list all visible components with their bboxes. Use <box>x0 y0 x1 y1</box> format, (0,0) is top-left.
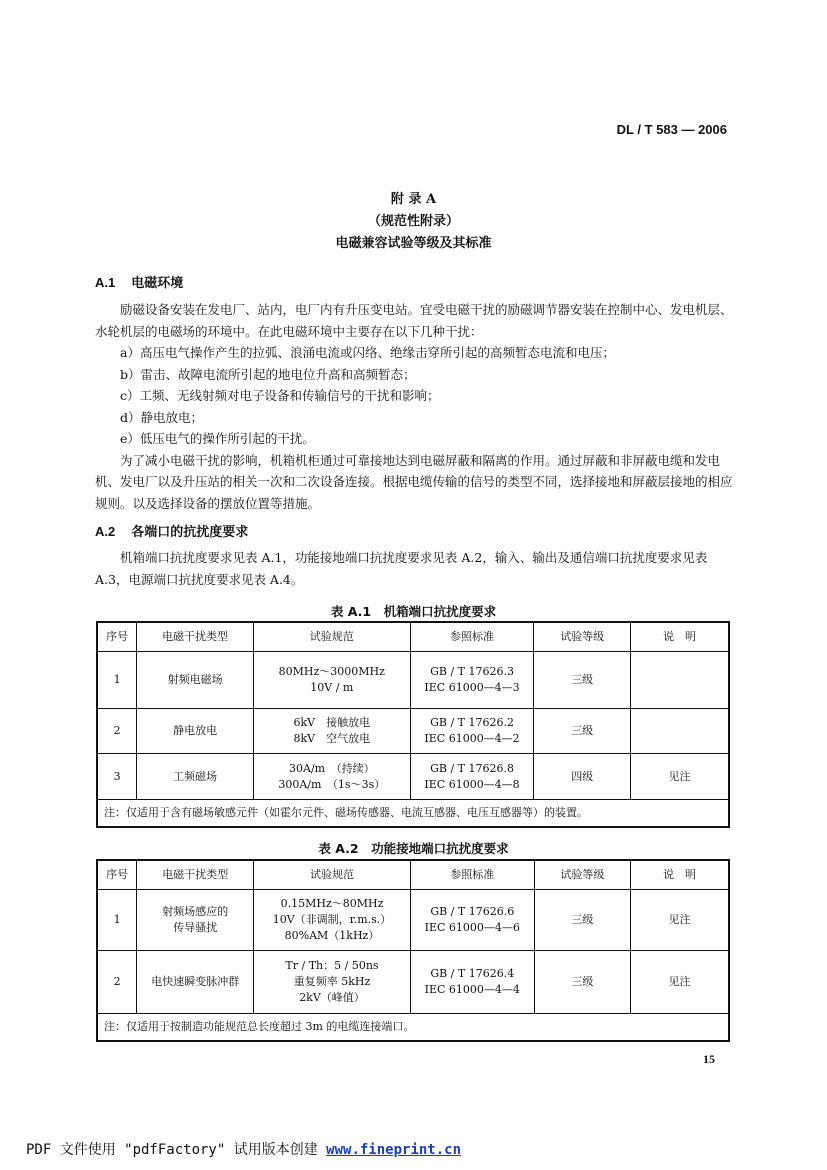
column-header: 参照标准 <box>410 860 534 890</box>
paragraph: 励磁设备安装在发电厂、站内，电厂内有升压变电站。宜受电磁干扰的励磁调节器安装在控制中心、发电机层、水轮机层的电磁场的环境中。在此电磁环境中主要存在以下几种干扰： <box>95 302 733 339</box>
list-item: b）雷击、故障电流所引起的地电位升高和高频暂态； <box>120 366 416 382</box>
table-a1 <box>96 621 730 828</box>
section-title: 电磁环境 <box>131 276 184 291</box>
section-a2-heading <box>95 521 248 540</box>
appendix-title: 附 录 A <box>390 192 437 207</box>
interference-type: 电快速瞬变脉冲群 <box>137 951 254 1014</box>
table-a2 <box>96 859 730 1042</box>
row-number: 1 <box>97 890 137 951</box>
column-header: 说 明 <box>630 622 729 652</box>
list-item: e）低压电气的操作所引起的干扰。 <box>120 431 315 446</box>
standard-code: DL / T 583 — 2006 <box>616 122 727 137</box>
row-number: 3 <box>97 754 137 800</box>
column-header: 电磁干扰类型 <box>137 622 254 652</box>
footer-link[interactable]: www.fineprint.cn <box>326 1142 462 1158</box>
section-a1-heading <box>95 272 183 291</box>
footer-text: PDF 文件使用 "pdfFactory" 试用版本创建 <box>26 1142 327 1158</box>
page-number: 15 <box>703 1052 715 1066</box>
column-header: 试验规范 <box>254 860 411 890</box>
table-header-row <box>97 860 729 890</box>
table-footnote-row <box>97 800 729 827</box>
interference-type: 工频磁场 <box>137 754 254 800</box>
test-spec: 0.15MHz～80MHz 10V（非调制，r.m.s.） 80%AM（1kHz） <box>254 890 411 951</box>
list-item: c）工频、无线射频对电子设备和传输信号的干扰和影响； <box>120 388 440 403</box>
reference-standard: GB / T 17626.6 IEC 61000—4—6 <box>410 890 534 951</box>
table-row <box>97 754 729 800</box>
column-header: 试验等级 <box>534 860 630 890</box>
test-spec: Tr / Th：5 / 50ns 重复频率 5kHz 2kV（峰值） <box>254 951 411 1014</box>
table-a2-caption: 表 A.2 功能接地端口抗扰度要求 <box>318 841 509 856</box>
section-title: 各端口的抗扰度要求 <box>131 525 249 540</box>
test-spec: 30A/m （持续） 300A/m （1s～3s） <box>253 754 410 800</box>
reference-standard: GB / T 17626.4 IEC 61000—4—4 <box>410 951 534 1014</box>
column-header: 说 明 <box>631 860 729 890</box>
table-row <box>97 709 729 754</box>
table-row <box>97 951 729 1014</box>
reference-standard: GB / T 17626.2 IEC 61000—4—2 <box>410 709 534 754</box>
section-number: A.2 <box>95 524 116 539</box>
test-level: 三级 <box>534 890 630 951</box>
section-a1-body <box>95 299 735 514</box>
reference-standard: GB / T 17626.3 IEC 61000—4—3 <box>410 652 534 709</box>
column-header: 序号 <box>97 860 137 890</box>
table-footnote: 注：仅适用于按制造功能规范总长度超过 3m 的电缆连接端口。 <box>97 1014 729 1041</box>
test-level: 三级 <box>534 951 630 1014</box>
table-row <box>97 890 729 951</box>
remark: 见注 <box>631 890 729 951</box>
reference-standard: GB / T 17626.8 IEC 61000—4—8 <box>410 754 534 800</box>
test-spec: 80MHz～3000MHz 10V / m <box>253 652 410 709</box>
test-level: 三级 <box>534 652 630 709</box>
table-a1-caption: 表 A.1 机箱端口抗扰度要求 <box>330 604 497 619</box>
test-level: 四级 <box>534 754 630 800</box>
column-header: 试验规范 <box>253 622 410 652</box>
column-header: 试验等级 <box>534 622 630 652</box>
remark <box>630 652 729 709</box>
paragraph: 为了减小电磁干扰的影响，机箱机柜通过可靠接地达到电磁屏蔽和隔离的作用。通过屏蔽和非屏蔽电缆和发电机、发电厂以及升压站的相关一次和二次设备连接。根据电缆传输的信号的类型不同，选择接地和屏蔽层接地的相应规则。以及选择设备的摆放位置等措施。 <box>95 452 733 511</box>
row-number: 2 <box>97 951 137 1014</box>
pdf-footer <box>26 1139 461 1159</box>
table-footnote-row <box>97 1014 729 1041</box>
test-spec: 6kV 接触放电 8kV 空气放电 <box>253 709 410 754</box>
appendix-subtitle: （规范性附录） <box>367 214 459 229</box>
interference-type: 射频电磁场 <box>137 652 254 709</box>
table-row <box>97 652 729 709</box>
row-number: 2 <box>97 709 137 754</box>
remark: 见注 <box>630 754 729 800</box>
interference-type: 射频场感应的 传导骚扰 <box>137 890 254 951</box>
interference-type: 静电放电 <box>137 709 254 754</box>
paragraph: 机箱端口抗扰度要求见表 A.1，功能接地端口抗扰度要求见表 A.2，输入、输出及通信端口抗扰度要求见表 A.3，电源端口抗扰度要求见表 A.4。 <box>95 550 708 587</box>
section-a2-body <box>95 547 735 590</box>
column-header: 参照标准 <box>410 622 534 652</box>
row-number: 1 <box>97 652 137 709</box>
table-footnote: 注：仅适用于含有磁场敏感元件（如霍尔元件、磁场传感器、电流互感器、电压互感器等）的装置。 <box>97 800 729 827</box>
table-header-row <box>97 622 729 652</box>
remark <box>630 709 729 754</box>
test-level: 三级 <box>534 709 630 754</box>
remark: 见注 <box>631 951 729 1014</box>
section-number: A.1 <box>95 275 116 290</box>
column-header: 电磁干扰类型 <box>137 860 254 890</box>
column-header: 序号 <box>97 622 137 652</box>
list-item: a）高压电气操作产生的拉弧、浪涌电流或闪络、绝缘击穿所引起的高频暂态电流和电压； <box>120 345 615 360</box>
list-item: d）静电放电； <box>120 409 204 425</box>
appendix-heading: 电磁兼容试验等级及其标准 <box>335 236 492 251</box>
